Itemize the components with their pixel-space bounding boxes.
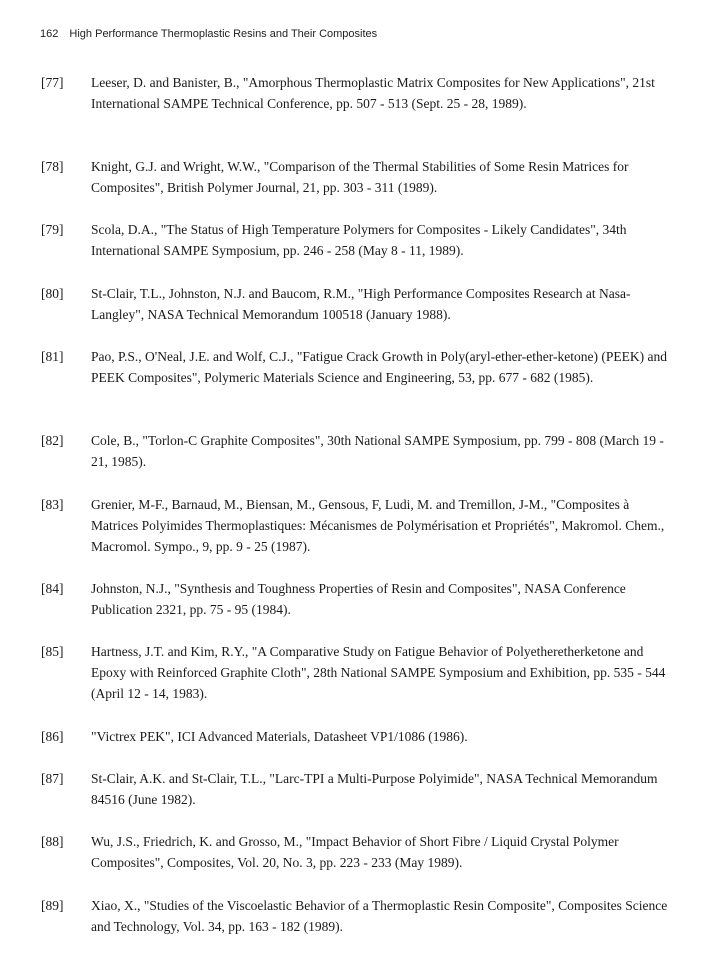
reference-number: [78] — [41, 159, 64, 174]
reference-text: Grenier, M-F., Barnaud, M., Biensan, M., Gensous, F, Ludi, M. and Tremillon, J-M., "Composites à Matrices Polyimides Thermoplastiques: Mécanismes de Polymérisation et Propriétés", Makromol. Chem., Macromol. Sympo., 9, pp. 9 - 25 (1987). — [91, 497, 665, 554]
reference-text: Scola, D.A., "The Status of High Temperature Polymers for Composites - Likely Candidates", 34th International SAMPE Symposium, pp. 246 - 258 (May 8 - 11, 1989). — [91, 222, 627, 258]
reference-text: St-Clair, A.K. and St-Clair, T.L., "Larc-TPI a Multi-Purpose Polyimide", NASA Technical Memorandum 84516 (June 1982). — [91, 771, 658, 807]
reference-number: [87] — [41, 771, 64, 786]
reference-text: St-Clair, T.L., Johnston, N.J. and Baucom, R.M., "High Performance Composites Research at Nasa-Langley", NASA Technical Memorandum 100518 (January 1988). — [91, 286, 631, 322]
book-title: High Performance Thermoplastic Resins and Their Composites — [69, 28, 378, 40]
page-number: 162 — [40, 28, 59, 40]
reference-text: Wu, J.S., Friedrich, K. and Grosso, M., "Impact Behavior of Short Fibre / Liquid Crystal Polymer Composites", Composites, Vol. 20, No. 3, pp. 223 - 233 (May 1989). — [91, 834, 619, 870]
reference-text: Xiao, X., "Studies of the Viscoelastic Behavior of a Thermoplastic Resin Composite", Composites Science and Technology, Vol. 34, pp. 163 - 182 (1989). — [91, 898, 668, 934]
reference-text: Johnston, N.J., "Synthesis and Toughness Properties of Resin and Composites", NASA Conference Publication 2321, pp. 75 - 95 (1984). — [91, 581, 626, 617]
reference-number: [88] — [41, 834, 64, 849]
reference-number: [82] — [41, 433, 64, 448]
reference-number: [86] — [41, 729, 64, 744]
reference-number: [89] — [41, 898, 64, 913]
reference-number: [83] — [41, 497, 64, 512]
reference-number: [79] — [41, 222, 64, 237]
reference-number: [77] — [41, 75, 64, 90]
reference-number: [84] — [41, 581, 64, 596]
running-header — [40, 28, 377, 40]
reference-text: Hartness, J.T. and Kim, R.Y., "A Comparative Study on Fatigue Behavior of Polyetheretherketone and Epoxy with Reinforced Graphite Cloth", 28th National SAMPE Symposium and Exhibition, pp. 535 - 544 (April 12 - 14, 1983). — [91, 644, 666, 701]
reference-text: Leeser, D. and Banister, B., "Amorphous Thermoplastic Matrix Composites for New Applications", 21st International SAMPE Technical Conference, pp. 507 - 513 (Sept. 25 - 28, 1989). — [91, 75, 655, 111]
reference-text: Knight, G.J. and Wright, W.W., "Comparison of the Thermal Stabilities of Some Resin Matrices for Composites", British Polymer Journal, 21, pp. 303 - 311 (1989). — [91, 159, 629, 195]
reference-text: "Victrex PEK", ICI Advanced Materials, Datasheet VP1/1086 (1986). — [91, 729, 468, 744]
reference-number: [80] — [41, 286, 64, 301]
reference-number: [81] — [41, 349, 64, 364]
reference-text: Pao, P.S., O'Neal, J.E. and Wolf, C.J., "Fatigue Crack Growth in Poly(aryl-ether-ether-ketone) (PEEK) and PEEK Composites", Polymeric Materials Science and Engineering, 53, pp. 677 - 682 (1985). — [91, 349, 667, 385]
reference-text: Cole, B., "Torlon-C Graphite Composites", 30th National SAMPE Symposium, pp. 799 - 808 (March 19 - 21, 1985). — [91, 433, 664, 469]
reference-number: [85] — [41, 644, 64, 659]
